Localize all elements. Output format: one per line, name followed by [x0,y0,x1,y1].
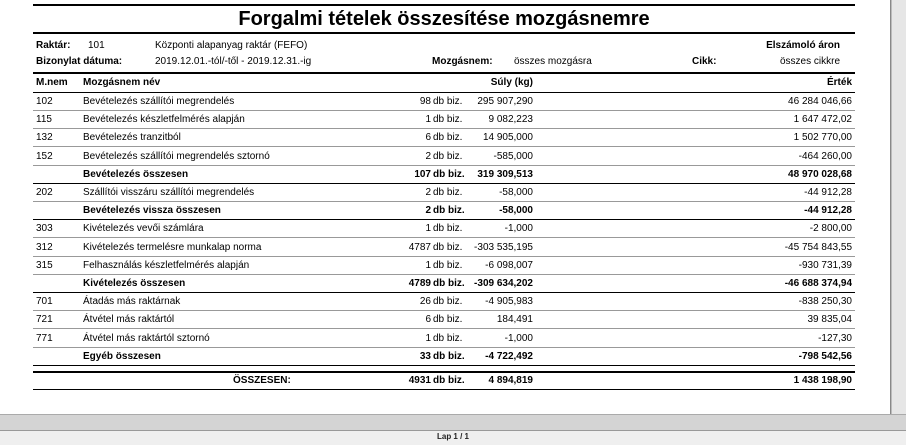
cell-unit: db biz. [433,314,463,325]
item-label: Cikk: [692,56,717,67]
cell-name: Egyéb összesen [83,351,161,362]
grand-total-weight: 4 894,819 [488,375,533,386]
cell-name: Kivételezés termelésre munkalap norma [83,242,262,253]
table-row [33,295,855,309]
cell-name: Bevételezés szállítói megrendelés sztornó [83,151,270,162]
cell-count: 1 [425,114,431,125]
table-row [33,186,855,200]
row-divider [33,274,855,275]
grand-total-label: ÖSSZESEN: [233,375,291,386]
cell-unit: db biz. [433,351,465,362]
cell-code: 771 [36,333,53,344]
column-header-name: Mozgásnem név [83,77,161,88]
grand-total-value: 1 438 198,90 [793,375,852,386]
row-divider [33,292,855,293]
cell-name: Kivételezés összesen [83,278,186,289]
cell-count: 33 [419,351,431,362]
cell-weight: -4 905,983 [485,296,533,307]
cell-weight: -4 722,492 [485,351,533,362]
cell-name: Bevételezés tranzitból [83,132,181,143]
subtotal-row [33,277,855,291]
cell-weight: -303 535,195 [474,242,533,253]
cell-name: Átvétel más raktártól sztornó [83,333,210,344]
cell-weight: 295 907,290 [477,96,533,107]
cell-value: -838 250,30 [798,296,852,307]
cell-name: Bevételezés készletfelmérés alapján [83,114,245,125]
cell-code: 315 [36,260,53,271]
cell-count: 1 [425,223,431,234]
table-row [33,113,855,127]
cell-value: 1 502 770,00 [793,132,852,143]
row-divider [33,201,855,202]
horizontal-scrollbar[interactable] [0,414,906,431]
page-indicator: Lap 1 / 1 [436,432,469,441]
table-row [33,313,855,327]
cell-unit: db biz. [433,333,463,344]
cell-unit: db biz. [433,205,465,216]
table-row [33,222,855,236]
column-header-divider [33,92,855,93]
row-divider [33,347,855,348]
cell-unit: db biz. [433,242,463,253]
table-row [33,259,855,273]
row-divider [33,165,855,166]
cell-name: Kivételezés vevői számlára [83,223,204,234]
cell-count: 2 [425,205,431,216]
table-row [33,332,855,346]
cell-unit: db biz. [433,169,465,180]
subtotal-row [33,350,855,364]
cell-code: 102 [36,96,53,107]
cell-code: 132 [36,132,53,143]
cell-name: Szállítói visszáru szállítói megrendelés [83,187,255,198]
cell-code: 115 [36,114,52,125]
subtotal-row [33,204,855,218]
cell-weight: -58,000 [499,205,533,216]
cell-value: 46 284 046,66 [788,96,852,107]
cell-unit: db biz. [433,278,465,289]
report-title: Forgalmi tételek összesítése mozgásnemre [33,4,855,34]
cell-weight: 9 082,223 [488,114,533,125]
warehouse-name: Központi alapanyag raktár (FEFO) [155,40,308,51]
cell-value: 1 647 472,02 [793,114,852,125]
cell-value: -930 731,39 [798,260,852,271]
table-row [33,95,855,109]
cell-code: 202 [36,187,53,198]
cell-count: 2 [425,187,431,198]
status-bar [0,430,906,445]
movement-label: Mozgásnem: [432,56,493,67]
cell-count: 2 [425,151,431,162]
cell-count: 6 [425,314,431,325]
cell-value: -44 912,28 [804,187,852,198]
cell-weight: 14 905,000 [482,132,533,143]
row-divider [33,328,855,329]
table-row [33,150,855,164]
item-value: összes cikkre [779,56,840,67]
cell-count: 107 [414,169,431,180]
cell-unit: db biz. [433,151,463,162]
cell-weight: -309 634,202 [474,278,533,289]
vertical-scrollbar[interactable] [891,0,906,414]
row-divider [33,110,855,111]
subtotal-row [33,168,855,182]
cell-unit: db biz. [433,223,463,234]
cell-weight: 319 309,513 [477,169,533,180]
cell-value: -127,30 [818,333,852,344]
cell-count: 1 [425,260,431,271]
cell-value: -464 260,00 [798,151,852,162]
row-divider [33,183,855,184]
column-header-weight: Súly (kg) [490,77,533,88]
cell-count: 4787 [408,242,431,253]
row-divider [33,365,855,366]
column-header-row [33,76,855,90]
grand-total-unit: db biz. [433,375,465,386]
cell-weight: -1,000 [504,223,533,234]
cell-code: 701 [36,296,53,307]
cell-unit: db biz. [433,187,463,198]
table-row [33,131,855,145]
cell-unit: db biz. [433,96,463,107]
cell-weight: -585,000 [493,151,533,162]
row-divider [33,219,855,220]
cell-weight: 184,491 [496,314,533,325]
cell-weight: -1,000 [504,333,533,344]
cell-weight: -58,000 [499,187,533,198]
cell-name: Bevételezés szállítói megrendelés [83,96,235,107]
cell-value: -46 688 374,94 [784,278,852,289]
grand-total-count: 4931 [408,375,431,386]
header-divider [33,72,855,74]
cell-name: Átadás más raktárnak [83,296,181,307]
cell-unit: db biz. [433,114,463,125]
cell-unit: db biz. [433,132,463,143]
cell-code: 303 [36,223,53,234]
cell-count: 26 [419,296,431,307]
cell-value: 48 970 028,68 [788,169,852,180]
cell-value: -45 754 843,55 [784,242,852,253]
cell-name: Bevételezés összesen [83,169,189,180]
cell-count: 6 [425,132,431,143]
row-divider [33,237,855,238]
row-divider [33,128,855,129]
row-divider [33,256,855,257]
doc-date-value: 2019.12.01.-tól/-től - 2019.12.31.-ig [155,56,312,67]
cell-value: -44 912,28 [804,205,852,216]
cell-name: Bevételezés vissza összesen [83,205,221,216]
column-header-value: Érték [826,77,852,88]
cell-value: 39 835,04 [807,314,852,325]
row-divider [33,146,855,147]
cell-count: 4789 [408,278,431,289]
cell-value: -798 542,56 [798,351,852,362]
cell-weight: -6 098,007 [485,260,533,271]
cell-name: Felhasználás készletfelmérés alapján [83,260,250,271]
cell-count: 1 [425,333,431,344]
column-header-code: M.nem [36,77,68,88]
pricing-label: Elszámoló áron [766,40,840,51]
table-row [33,241,855,255]
grand-total-row [33,374,855,388]
footer-divider [33,389,855,390]
cell-code: 152 [36,151,53,162]
row-divider [33,310,855,311]
warehouse-code: 101 [88,40,105,51]
cell-unit: db biz. [433,260,463,271]
cell-value: -2 800,00 [809,223,852,234]
doc-date-label: Bizonylat dátuma: [36,56,123,67]
grand-total-divider [33,371,855,373]
cell-code: 312 [36,242,53,253]
cell-code: 721 [36,314,53,325]
cell-name: Átvétel más raktártól [83,314,175,325]
cell-count: 98 [419,96,431,107]
warehouse-label: Raktár: [36,40,71,51]
movement-value: összes mozgásra [514,56,592,67]
cell-unit: db biz. [433,296,463,307]
